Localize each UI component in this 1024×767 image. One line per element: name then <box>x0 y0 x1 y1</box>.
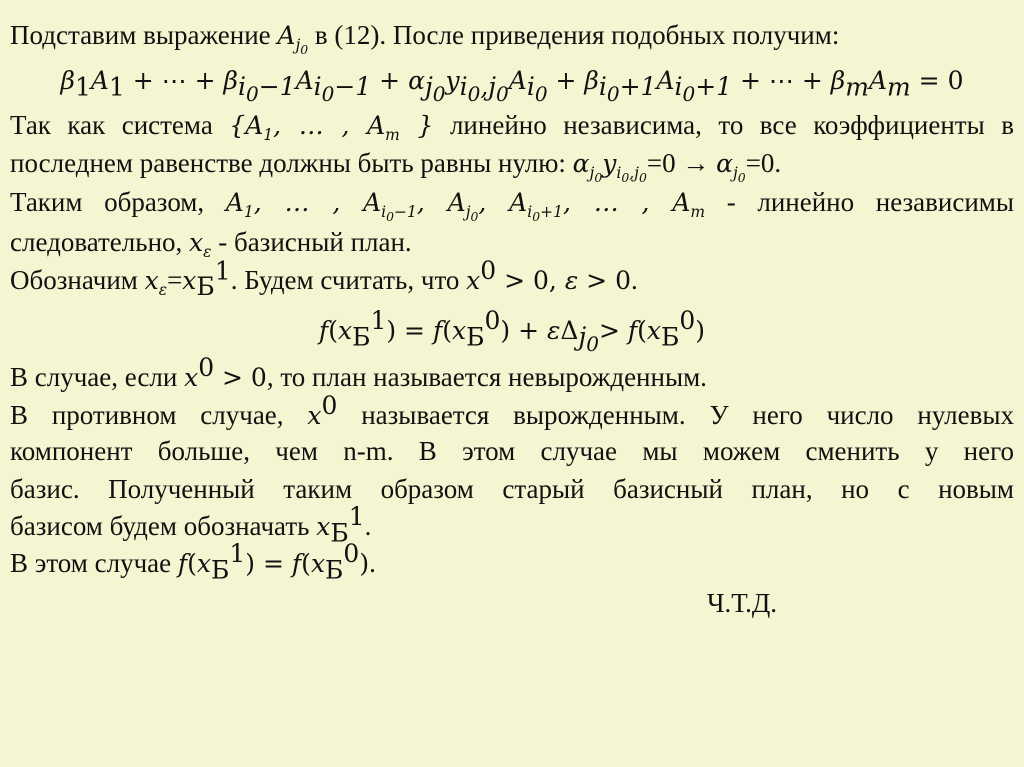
text-line-12: базис. Полученный таким образом старый базисный план, но с новым <box>10 474 1014 504</box>
text-line-5: Таким образом, $A_1$, … , $A_{i_0-1}$, $A_{j_0}$, $A_{i_0+1}$, … , $A_m$ - линейно независимы <box>10 187 1015 225</box>
formula-a-j0: $A_{j_0}$ <box>277 21 309 58</box>
equation-objective: $f(x_Б^1) = f(x_Б^0) + \varepsilon\Delta_{j_0}> f(x_Б^0)$ <box>318 306 706 357</box>
text-line-4: последнем равенстве должны быть равны нулю: $\alpha_{j_0}y_{i_0,j_0}=0 \to \alpha_{j_0}=0$. <box>10 148 782 186</box>
equation-sum: $\beta_1A_1$ + ⋯ + $\beta_{i_0-1}A_{i_0-1} + \alpha_{j_0}y_{i_0,j_0}A_{i_0} + \beta_{i_0+1}A_{i_0+1}$ + ⋯ + $\beta_mA_m = 0$ <box>60 66 964 107</box>
text-fragment: в (12). После приведения подобных получим: <box>308 20 840 50</box>
text-line-11: компонент больше, чем n-m. В этом случае мы можем сменить у него <box>10 436 1014 466</box>
text-line-7: Обозначим $x_\varepsilon=x_Б^1$. Будем считать, что $x^0 > 0$, ε > 0. <box>10 256 638 301</box>
text-line-13: базисом будем обозначать $x_Б^1$. <box>10 502 372 548</box>
text-line-3: Так как система {$A_1$, … , $A_m$ } линейно независима, то все коэффициенты в <box>10 110 1014 144</box>
text-line-6: следовательно, $x_\varepsilon$ - базисный план. <box>10 227 412 261</box>
text-line-1 <box>10 18 840 58</box>
text-line-10: В противном случае, $x^0$ называется вырожденным. У него число нулевых <box>10 391 1014 430</box>
text-line-14: В этом случае $f(x_Б^1) = f(x_Б^0)$. <box>10 539 376 585</box>
equation-rhs: 0 <box>947 66 964 95</box>
text-line-9: В случае, если $x^0 > 0$, то план называется невырожденным. <box>10 353 707 392</box>
text-fragment: Подставим выражение <box>10 20 278 50</box>
qed-mark: Ч.Т.Д. <box>707 588 778 618</box>
